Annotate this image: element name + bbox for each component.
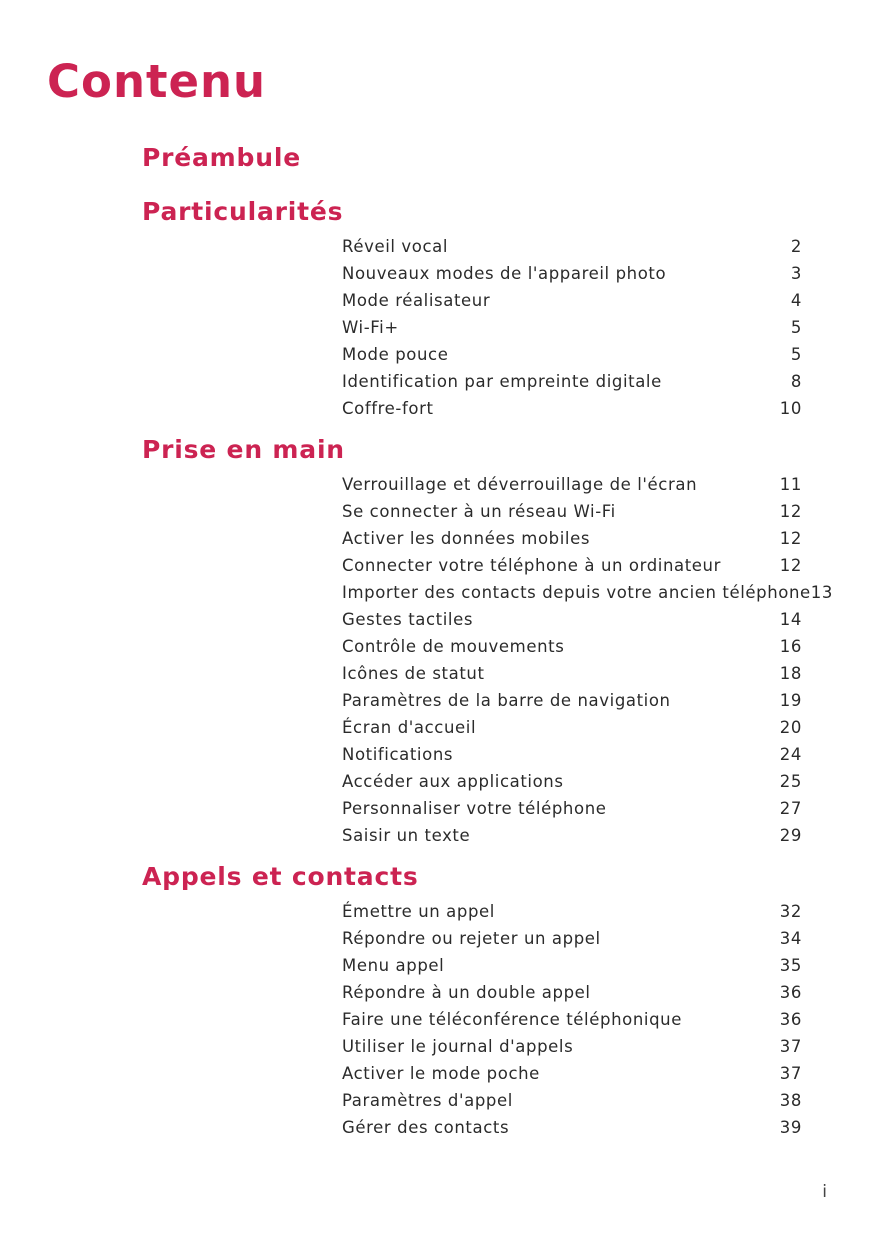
toc-entry[interactable] <box>342 925 802 952</box>
toc-section <box>142 140 802 176</box>
toc-entry[interactable] <box>342 260 802 287</box>
toc-entry-label: Connecter votre téléphone à un ordinateur <box>342 556 721 575</box>
toc-entry[interactable] <box>342 660 802 687</box>
toc-entry-page: 5 <box>790 318 802 337</box>
toc-entry-label: Menu appel <box>342 956 445 975</box>
toc-entry-label: Accéder aux applications <box>342 772 564 791</box>
toc-entry-page: 24 <box>779 745 802 764</box>
toc-entry-page: 36 <box>779 983 802 1002</box>
toc-entry[interactable] <box>342 287 802 314</box>
toc-entry-label: Utiliser le journal d'appels <box>342 1037 574 1056</box>
toc-entry-label: Activer les données mobiles <box>342 529 591 548</box>
toc-entry-page: 34 <box>779 929 802 948</box>
toc-entry-label: Importer des contacts depuis votre ancien téléphone <box>342 583 811 602</box>
toc-entry-page: 16 <box>779 637 802 656</box>
toc-entry-page: 4 <box>790 291 802 310</box>
toc-entry-label: Identification par empreinte digitale <box>342 372 662 391</box>
toc-entry-page: 3 <box>790 264 802 283</box>
toc-entry-label: Nouveaux modes de l'appareil photo <box>342 264 667 283</box>
toc-entry-page: 25 <box>779 772 802 791</box>
toc-entry-page: 36 <box>779 1010 802 1029</box>
toc-entry-label: Paramètres d'appel <box>342 1091 513 1110</box>
toc-entry-list <box>142 230 802 422</box>
toc-entry-label: Émettre un appel <box>342 902 495 921</box>
toc-entry-label: Personnaliser votre téléphone <box>342 799 607 818</box>
toc-entry-page: 13 <box>810 583 833 602</box>
toc-entry-label: Mode réalisateur <box>342 291 491 310</box>
toc-entry-label: Verrouillage et déverrouillage de l'écran <box>342 475 698 494</box>
toc-entry[interactable] <box>342 1033 802 1060</box>
page-title: Contenu <box>47 55 267 108</box>
toc-entry-label: Répondre ou rejeter un appel <box>342 929 601 948</box>
toc-entry[interactable] <box>342 633 802 660</box>
toc-entry[interactable] <box>342 898 802 925</box>
toc-entry-label: Activer le mode poche <box>342 1064 540 1083</box>
toc-entry-label: Paramètres de la barre de navigation <box>342 691 671 710</box>
toc-entry[interactable] <box>342 579 833 606</box>
toc-entry-page: 38 <box>779 1091 802 1110</box>
section-heading[interactable]: Particularités <box>142 197 344 226</box>
toc-entry[interactable] <box>342 498 802 525</box>
toc-entry-page: 12 <box>779 529 802 548</box>
toc-entry-label: Gérer des contacts <box>342 1118 510 1137</box>
table-of-contents <box>142 140 833 1141</box>
toc-section <box>142 859 802 1141</box>
toc-entry-label: Contrôle de mouvements <box>342 637 565 656</box>
toc-entry-page: 39 <box>779 1118 802 1137</box>
toc-entry[interactable] <box>342 552 802 579</box>
toc-entry-page: 5 <box>790 345 802 364</box>
toc-entry[interactable] <box>342 687 802 714</box>
toc-entry-label: Wi-Fi+ <box>342 318 399 337</box>
toc-entry-page: 37 <box>779 1037 802 1056</box>
section-heading[interactable]: Prise en main <box>142 435 345 464</box>
toc-entry-page: 2 <box>790 237 802 256</box>
toc-entry[interactable] <box>342 741 802 768</box>
toc-entry[interactable] <box>342 768 802 795</box>
toc-entry-page: 35 <box>779 956 802 975</box>
toc-section <box>142 432 833 849</box>
toc-entry-list <box>142 895 802 1141</box>
toc-entry-label: Coffre-fort <box>342 399 434 418</box>
toc-entry-page: 32 <box>779 902 802 921</box>
toc-entry-page: 12 <box>779 502 802 521</box>
toc-entry[interactable] <box>342 525 802 552</box>
toc-entry[interactable] <box>342 979 802 1006</box>
toc-entry-label: Répondre à un double appel <box>342 983 591 1002</box>
toc-entry[interactable] <box>342 1087 802 1114</box>
toc-entry[interactable] <box>342 714 802 741</box>
toc-entry[interactable] <box>342 368 802 395</box>
section-heading[interactable]: Préambule <box>142 143 301 172</box>
toc-entry-label: Notifications <box>342 745 454 764</box>
toc-entry-label: Saisir un texte <box>342 826 471 845</box>
toc-entry-label: Mode pouce <box>342 345 449 364</box>
toc-entry[interactable] <box>342 795 802 822</box>
toc-entry[interactable] <box>342 233 802 260</box>
toc-entry-page: 8 <box>790 372 802 391</box>
toc-entry[interactable] <box>342 1060 802 1087</box>
toc-entry[interactable] <box>342 1006 802 1033</box>
toc-entry-page: 37 <box>779 1064 802 1083</box>
toc-entry-page: 18 <box>779 664 802 683</box>
page-number: i <box>822 1182 827 1202</box>
toc-entry-label: Faire une téléconférence téléphonique <box>342 1010 682 1029</box>
toc-entry-label: Icônes de statut <box>342 664 485 683</box>
toc-entry-page: 27 <box>779 799 802 818</box>
toc-entry[interactable] <box>342 395 802 422</box>
toc-entry-page: 20 <box>779 718 802 737</box>
toc-entry-page: 14 <box>779 610 802 629</box>
toc-entry-page: 12 <box>779 556 802 575</box>
toc-entry-page: 29 <box>779 826 802 845</box>
toc-entry-label: Réveil vocal <box>342 237 449 256</box>
toc-entry-label: Écran d'accueil <box>342 718 477 737</box>
section-heading[interactable]: Appels et contacts <box>142 862 419 891</box>
toc-entry-list <box>142 468 833 849</box>
toc-entry[interactable] <box>342 1114 802 1141</box>
toc-entry[interactable] <box>342 952 802 979</box>
toc-entry-label: Gestes tactiles <box>342 610 474 629</box>
toc-entry-page: 10 <box>779 399 802 418</box>
toc-entry-page: 19 <box>779 691 802 710</box>
toc-entry[interactable] <box>342 314 802 341</box>
toc-entry[interactable] <box>342 471 802 498</box>
toc-entry-label: Se connecter à un réseau Wi-Fi <box>342 502 616 521</box>
toc-entry[interactable] <box>342 822 802 849</box>
toc-entry-page: 11 <box>779 475 802 494</box>
toc-section <box>142 194 802 422</box>
toc-entry[interactable] <box>342 341 802 368</box>
toc-entry[interactable] <box>342 606 802 633</box>
